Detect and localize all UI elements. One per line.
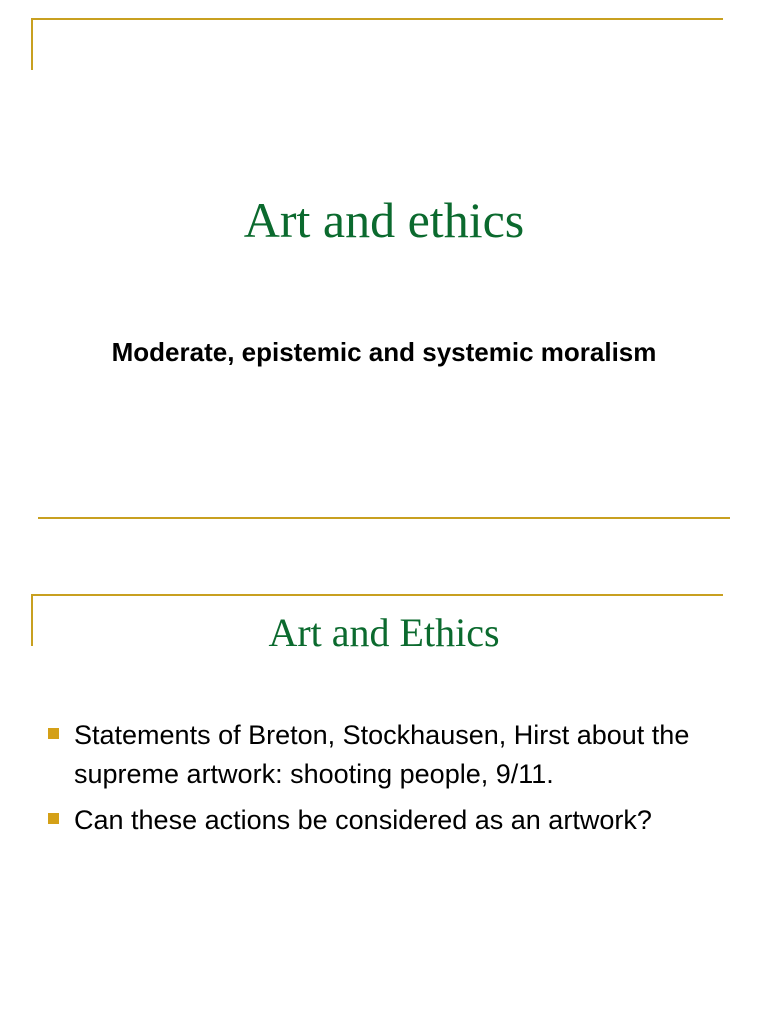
slide2-top-rule — [31, 594, 723, 596]
slide-divider — [38, 517, 730, 519]
slide1-top-rule — [31, 18, 723, 20]
slide1-subtitle: Moderate, epistemic and systemic moralism — [111, 337, 657, 367]
slide2-title: Art and Ethics — [268, 610, 500, 655]
slide1-left-rule — [31, 18, 33, 70]
slide1-title: Art and ethics — [243, 192, 525, 248]
bullet-item — [48, 716, 728, 794]
bullet-list — [48, 716, 728, 847]
bullet-text: Statements of Breton, Stockhausen, Hirst about the supreme artwork: shooting people, 9/11. — [74, 720, 690, 789]
bullet-text: Can these actions be considered as an artwork? — [74, 805, 652, 835]
square-bullet-icon — [48, 813, 59, 824]
square-bullet-icon — [48, 728, 59, 739]
bullet-item — [48, 801, 728, 840]
